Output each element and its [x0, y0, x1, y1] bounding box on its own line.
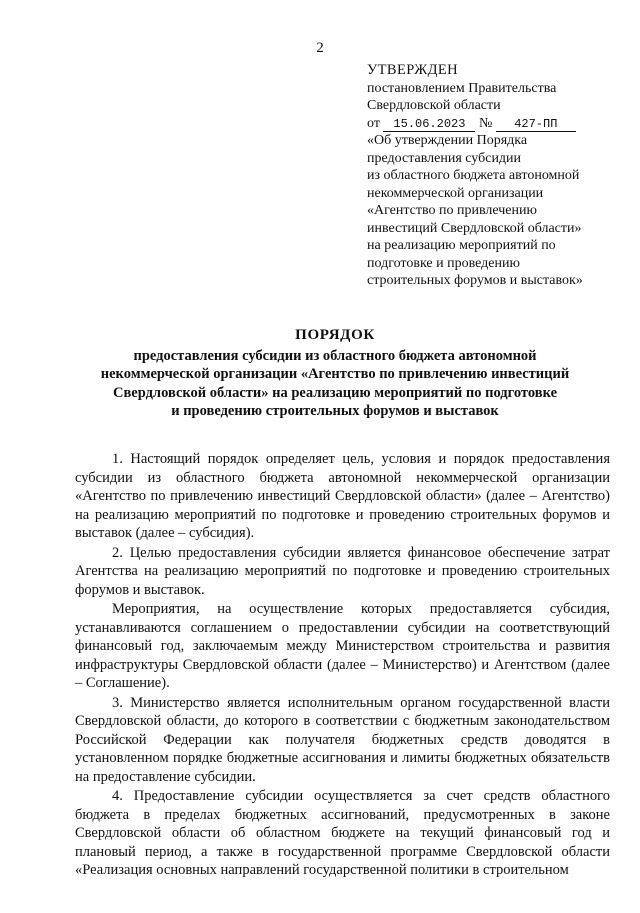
approval-subject-line: подготовке и проведению	[367, 255, 520, 271]
decree-date-number-row	[367, 115, 637, 133]
page-number: 2	[316, 40, 324, 56]
decree-date: 15.06.2023	[383, 117, 475, 132]
approval-line: Свердловской области	[367, 98, 501, 113]
title-main: ПОРЯДОК	[295, 327, 375, 343]
number-sign: №	[478, 115, 493, 131]
approval-subject-line: строительных форумов и выставок»	[367, 273, 583, 288]
approval-subject-line: предоставления субсидии	[367, 150, 522, 166]
approval-subject-line: некоммерческой организации	[367, 185, 544, 201]
title-subtitle-line: и проведению строительных форумов и выставок	[171, 403, 499, 419]
paragraph-3: 3. Министерство является исполнительным органом государственной власти Свердловской области, до которого в соответствии с бюджетным законодательством Российской Федерации как получателя бюджетных средств доводятся в установленном порядке бюджетные ассигнования и лимиты бюджетных обязательств на предоставление субсидии.	[75, 694, 610, 785]
approval-subject-line: «Агентство по привлечению	[367, 203, 537, 218]
document-body	[75, 450, 610, 881]
title-subtitle-line: Свердловской области» на реализацию мероприятий по подготовке	[112, 384, 558, 401]
approval-subject-line: «Об утверждении Порядка	[367, 133, 528, 148]
approval-subject-line: инвестиций Свердловской области»	[367, 220, 582, 236]
approval-subject-line: из областного бюджета автономной	[367, 168, 580, 183]
document-title	[70, 326, 600, 421]
decree-number: 427-ПП	[496, 117, 576, 132]
date-prefix: от	[367, 115, 380, 131]
paragraph-4: 4. Предоставление субсидии осуществляется за счет средств областного бюджета в пределах бюджетных ассигнований, предусмотренных в законе Свердловской области об областном бюджете на текущий финансовый год и плановый период, а также в государственной программе Свердловской области «Реализация основных направлений государственной политики в строительном	[75, 788, 610, 878]
approval-subject-line: на реализацию мероприятий по	[367, 238, 556, 253]
approval-stamp	[367, 62, 637, 290]
paragraph-2-events: Мероприятия, на осуществление которых предоставляется субсидия, устанавливаются соглашением о предоставлении субсидии на соответствующий финансовый год, заключаемым между Министерством строительства и развития инфраструктуры Свердловской области (далее – Министерство) и Агентством (далее – Соглашение).	[75, 601, 610, 691]
paragraph-2: 2. Целью предоставления субсидии является финансовое обеспечение затрат Агентства на реализацию мероприятий по подготовке и проведению строительных форумов и выставок.	[75, 544, 610, 598]
title-subtitle-line: некоммерческой организации «Агентство по привлечению инвестиций	[100, 366, 570, 382]
approval-line: постановлением Правительства	[367, 80, 557, 96]
title-subtitle-line: предоставления субсидии из областного бюджета автономной	[133, 347, 537, 364]
approval-heading: УТВЕРЖДЕН	[367, 62, 459, 78]
paragraph-1: 1. Настоящий порядок определяет цель, условия и порядок предоставления субсидии из областного бюджета автономной некоммерческой организации «Агентство по привлечению инвестиций Свердловской области» (далее – Агентство) на реализацию мероприятий по подготовке и проведению строительных форумов и выставок (далее – субсидия).	[75, 451, 610, 541]
